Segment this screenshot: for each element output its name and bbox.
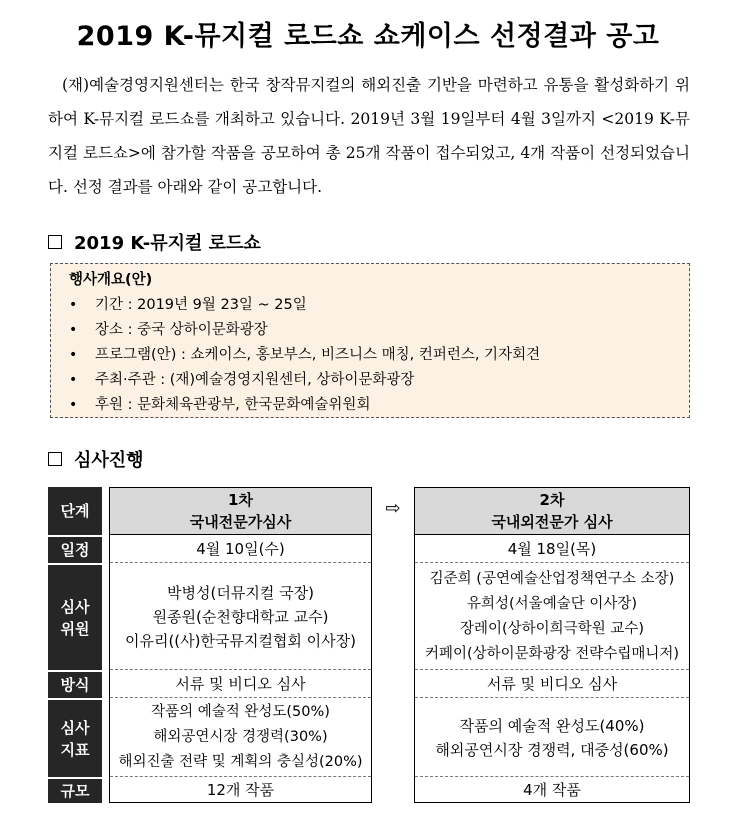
round1-column bbox=[109, 535, 372, 803]
round1-method bbox=[110, 669, 371, 698]
list-item bbox=[69, 393, 689, 418]
row-label-scale: 규모 bbox=[48, 779, 102, 803]
round1-subtitle: 국내전문가심사 bbox=[189, 513, 292, 531]
round2-method bbox=[415, 669, 689, 698]
bullet-icon: • bbox=[69, 322, 78, 338]
criteria-item: 해외공연시장 경쟁력(30%) bbox=[153, 729, 328, 745]
overview-heading: 행사개요(안) bbox=[69, 272, 153, 288]
round1-method-text: 서류 및 비디오 심사 bbox=[175, 675, 306, 693]
round1-criteria bbox=[110, 697, 371, 777]
criteria-item: 해외진출 전략 및 계획의 충실성(20%) bbox=[118, 754, 363, 770]
round2-method-text: 서류 및 비디오 심사 bbox=[486, 675, 618, 693]
judge-name: 이유리((사)한국뮤지컬협회 이사장) bbox=[124, 631, 357, 650]
bullet-icon: • bbox=[69, 347, 78, 363]
round1-header bbox=[109, 487, 372, 535]
list-item bbox=[69, 293, 689, 318]
checkbox-icon bbox=[48, 235, 62, 249]
criteria-item: 작품의 예술적 완성도(40%) bbox=[459, 716, 645, 735]
list-item bbox=[69, 343, 689, 368]
row-label-criteria: 심사 지표 bbox=[48, 700, 102, 777]
row-label-date: 일정 bbox=[48, 537, 102, 563]
round1-scale-text: 12개 작품 bbox=[206, 781, 275, 799]
bullet-icon: • bbox=[69, 297, 78, 313]
round2-criteria bbox=[415, 697, 689, 777]
round2-date-text: 4월 18일(목) bbox=[507, 539, 597, 558]
section-title-review bbox=[48, 446, 144, 472]
round1-scale bbox=[110, 776, 371, 803]
judge-name: 원종원(순천향대학교 교수) bbox=[152, 607, 329, 626]
judge-name: 유희성(서울예술단 이사장) bbox=[467, 595, 637, 612]
round1-title: 1차 bbox=[228, 491, 253, 509]
section-title-text: 심사진행 bbox=[74, 450, 144, 471]
round2-title: 2차 bbox=[539, 491, 565, 509]
round2-header bbox=[414, 487, 690, 535]
round2-scale bbox=[415, 776, 689, 803]
list-item-text: 주최·주관 : (재)예술경영지원센터, 상하이문화광장 bbox=[95, 372, 415, 388]
round1-judges bbox=[110, 562, 371, 670]
intro-paragraph: (재)예술경영지원센터는 한국 창작뮤지컬의 해외진출 기반을 마련하고 유통을 활성화하기 위하여 K-뮤지컬 로드쇼를 개최하고 있습니다. 2019년 3월 19일부터 4월 3일까지 <2019 K-뮤지컬 로드쇼>에 참가할 작품을 공모하여 총 25개 작품이 접수되었고, 4개 작품이 선정되었습니다. 선정 결과를 아래와 같이 공고합니다. bbox=[48, 76, 690, 196]
judge-name: 커페이(상하이문화광장 전략수립매니저) bbox=[424, 645, 680, 662]
round1-date-text: 4월 10일(수) bbox=[196, 539, 285, 558]
list-item-text: 프로그램(안) : 쇼케이스, 홍보부스, 비즈니스 매칭, 컨퍼런스, 기자회견 bbox=[95, 347, 541, 363]
round2-judges bbox=[415, 562, 689, 670]
section-title-text: 2019 K-뮤지컬 로드쇼 bbox=[74, 233, 261, 254]
judge-name: 장레이(상하이희극학원 교수) bbox=[459, 620, 644, 637]
round2-subtitle: 국내외전문가 심사 bbox=[491, 513, 613, 531]
overview-list bbox=[69, 293, 689, 418]
round1-date bbox=[110, 535, 371, 562]
round2-column bbox=[414, 535, 690, 803]
row-label-method: 방식 bbox=[48, 672, 102, 698]
list-item-text: 후원 : 문화체육관광부, 한국문화예술위원회 bbox=[95, 397, 371, 413]
event-overview-box bbox=[50, 263, 690, 418]
section-title-roadshow bbox=[48, 229, 261, 255]
arrow-right-icon: ⇨ bbox=[385, 498, 401, 519]
criteria-item: 해외공연시장 경쟁력, 대중성(60%) bbox=[435, 740, 669, 759]
criteria-item: 작품의 예술적 완성도(50%) bbox=[151, 704, 330, 720]
list-item-text: 장소 : 중국 상하이문화광장 bbox=[95, 322, 268, 338]
bullet-icon: • bbox=[69, 372, 78, 388]
list-item-text: 기간 : 2019년 9월 23일 ~ 25일 bbox=[95, 297, 307, 313]
checkbox-icon bbox=[48, 452, 62, 466]
row-label-stage: 단계 bbox=[48, 487, 102, 535]
judge-name: 김준희 (공연예술산업정책연구소 소장) bbox=[429, 570, 675, 587]
row-label-judges: 심사 위원 bbox=[48, 565, 102, 670]
list-item bbox=[69, 368, 689, 393]
list-item bbox=[69, 318, 689, 343]
judge-name: 박병성(더뮤지컬 국장) bbox=[167, 583, 314, 602]
page-title: 2019 K-뮤지컬 로드쇼 쇼케이스 선정결과 공고 bbox=[76, 21, 660, 52]
bullet-icon: • bbox=[69, 397, 78, 413]
round2-date bbox=[415, 535, 689, 562]
round2-scale-text: 4개 작품 bbox=[523, 781, 581, 799]
